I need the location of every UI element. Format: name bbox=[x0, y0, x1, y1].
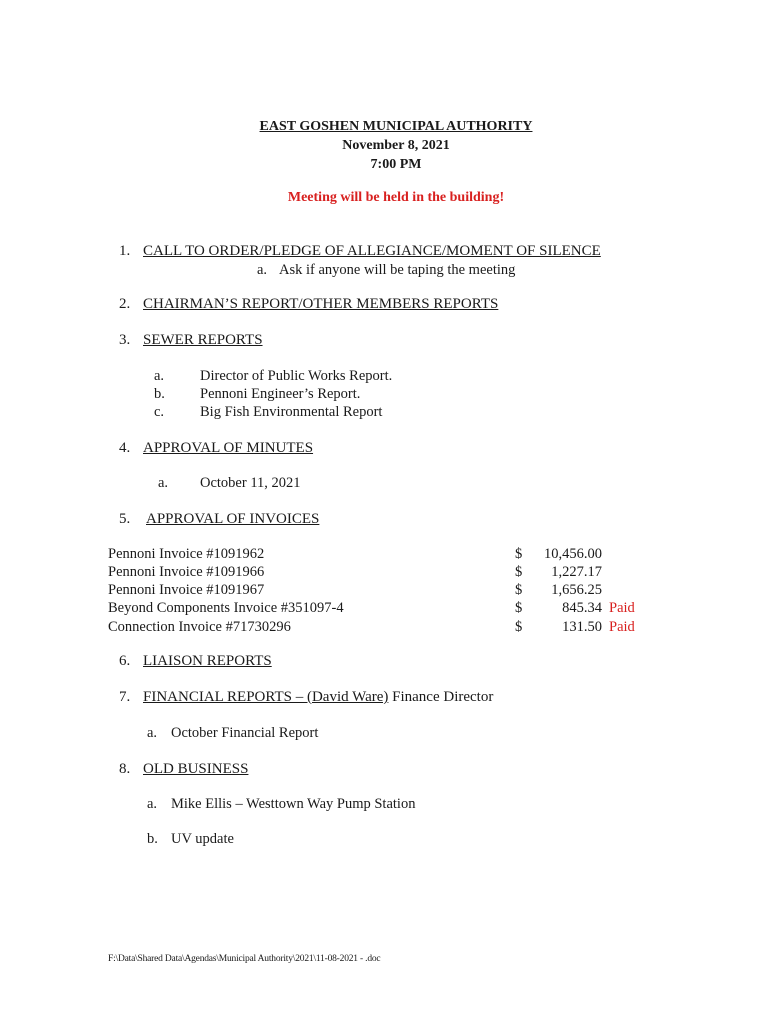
agenda-item-3-sub-text: Director of Public Works Report. bbox=[200, 368, 393, 384]
agenda-item-7-number: 7. bbox=[119, 689, 131, 705]
invoice-name: Connection Invoice #71730296 bbox=[108, 619, 291, 635]
agenda-item-7-sub-a: October Financial Report bbox=[171, 725, 319, 741]
invoice-amount: 845.34 bbox=[562, 600, 602, 616]
invoice-currency: $ bbox=[515, 619, 523, 635]
agenda-item-7-title-suffix: Finance Director bbox=[388, 689, 494, 705]
agenda-item-7-title-line bbox=[143, 689, 493, 706]
agenda-item-3-number: 3. bbox=[119, 332, 131, 348]
agenda-item-2-number: 2. bbox=[119, 296, 131, 312]
agenda-item-4-title: APPROVAL OF MINUTES bbox=[143, 440, 314, 456]
invoice-currency: $ bbox=[515, 600, 523, 616]
meeting-time: 7:00 PM bbox=[370, 157, 422, 172]
agenda-item-3-sub-letter: b. bbox=[154, 386, 165, 402]
agenda-item-3-title: SEWER REPORTS bbox=[143, 332, 263, 348]
invoice-amount: 1,227.17 bbox=[551, 564, 602, 580]
organization-title: EAST GOSHEN MUNICIPAL AUTHORITY bbox=[259, 119, 533, 134]
agenda-item-8-sub-a: Mike Ellis – Westtown Way Pump Station bbox=[171, 796, 416, 812]
agenda-item-8-number: 8. bbox=[119, 761, 131, 777]
invoice-name: Pennoni Invoice #1091967 bbox=[108, 582, 265, 598]
agenda-item-7-title: FINANCIAL REPORTS – (David Ware) bbox=[143, 689, 389, 705]
agenda-item-1-title: CALL TO ORDER/PLEDGE OF ALLEGIANCE/MOMENT OF SILENCE bbox=[143, 243, 601, 259]
agenda-item-4-sub-a: October 11, 2021 bbox=[200, 475, 301, 491]
meeting-notice: Meeting will be held in the building! bbox=[287, 190, 505, 205]
invoice-currency: $ bbox=[515, 582, 523, 598]
invoice-name: Beyond Components Invoice #351097-4 bbox=[108, 600, 344, 616]
invoice-amount: 1,656.25 bbox=[551, 582, 602, 598]
agenda-item-4-number: 4. bbox=[119, 440, 131, 456]
agenda-item-2-title: CHAIRMAN’S REPORT/OTHER MEMBERS REPORTS bbox=[143, 296, 499, 312]
agenda-item-1-sub-a: Ask if anyone will be taping the meeting bbox=[279, 262, 516, 278]
agenda-item-6-number: 6. bbox=[119, 653, 131, 669]
agenda-item-6-title: LIAISON REPORTS bbox=[143, 653, 272, 669]
invoice-currency: $ bbox=[515, 546, 523, 562]
agenda-item-3-sub-letter: a. bbox=[154, 368, 165, 384]
agenda-item-1-number: 1. bbox=[119, 243, 131, 259]
agenda-item-8-sub-b: UV update bbox=[171, 831, 234, 847]
agenda-item-3-sub-letter: c. bbox=[154, 404, 165, 420]
agenda-item-1-sub-a-letter: a. bbox=[257, 262, 268, 278]
invoice-amount: 10,456.00 bbox=[544, 546, 602, 562]
invoice-paid-status: Paid bbox=[609, 600, 635, 616]
agenda-item-5-title: APPROVAL OF INVOICES bbox=[146, 511, 320, 527]
invoice-name: Pennoni Invoice #1091962 bbox=[108, 546, 265, 562]
meeting-date: November 8, 2021 bbox=[342, 138, 450, 153]
agenda-item-3-sub-text: Big Fish Environmental Report bbox=[200, 404, 383, 420]
agenda-item-8-sub-b-letter: b. bbox=[147, 831, 158, 847]
invoice-paid-status: Paid bbox=[609, 619, 635, 635]
agenda-item-4-sub-a-letter: a. bbox=[158, 475, 169, 491]
agenda-item-7-sub-a-letter: a. bbox=[147, 725, 158, 741]
invoice-amount: 131.50 bbox=[562, 619, 602, 635]
agenda-item-5-number: 5. bbox=[119, 511, 131, 527]
agenda-item-3-sub-text: Pennoni Engineer’s Report. bbox=[200, 386, 361, 402]
agenda-item-8-title: OLD BUSINESS bbox=[143, 761, 249, 777]
agenda-item-8-sub-a-letter: a. bbox=[147, 796, 158, 812]
footer-file-path: F:\Data\Shared Data\Agendas\Municipal Authority\2021\11-08-2021 - .doc bbox=[108, 954, 381, 964]
invoice-name: Pennoni Invoice #1091966 bbox=[108, 564, 265, 580]
invoice-currency: $ bbox=[515, 564, 523, 580]
